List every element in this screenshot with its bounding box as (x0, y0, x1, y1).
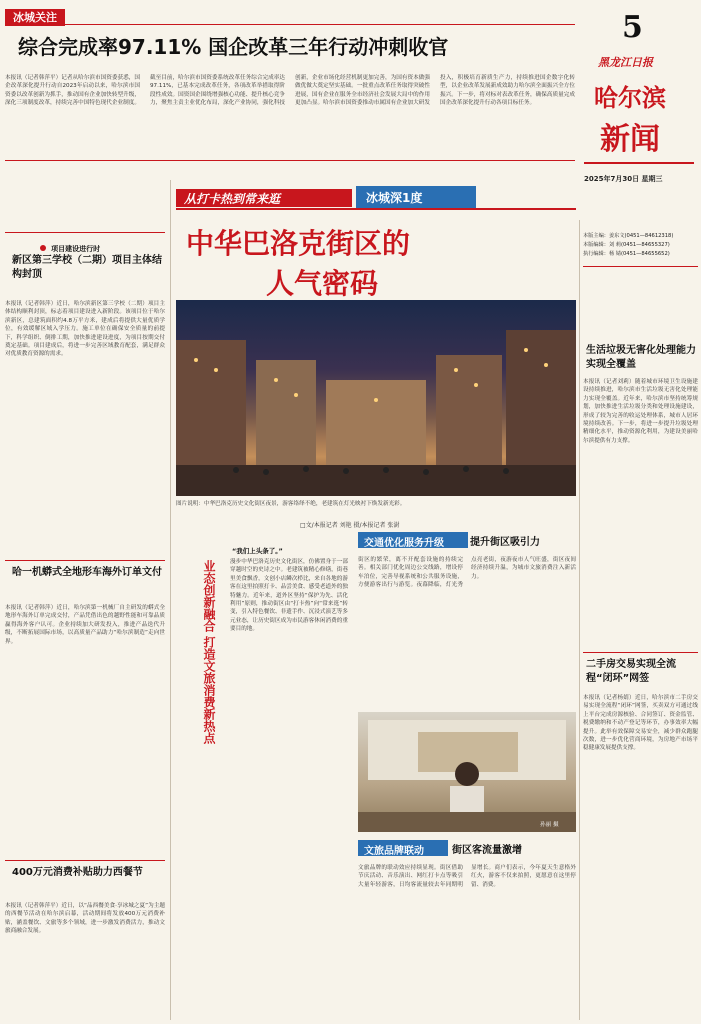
right-story-2-title: 二手房交易实现全流程“闭环”网签 (586, 659, 676, 684)
right-story-2-body: 本报讯（记者杨婧）近日，哈尔滨市二手房交易实现全流程“闭环”网签，买卖双方可通过线上平台完成房源核验、合同签订、资金监管、税费缴纳和不动产登记等环节，办事效率大幅提升。此举有效保障交易安全，减少群众跑腿次数，进一步优化营商环境，为房地产市场平稳健康发展提供支撑。 (583, 695, 698, 752)
right-divider (583, 652, 698, 653)
right-story-1-body: 本报讯（记者刘莉）随着城市环境卫生设施建设持续推进，哈尔滨市生活垃圾无害化处理能力实现全覆盖。近年来，哈尔滨市坚持统筹规划，加快推进生活垃圾分类和处理设施建设，形成了较为完善的收运处理体系，城市人居环境持续改善。下一步，将进一步提升垃圾处理精细化水平，推动资源化利用，为建设美丽哈尔滨提供有力支撑。 (583, 379, 698, 444)
lead-bottom-rule (5, 160, 575, 161)
small-tag-label: 项目建设进行时 (51, 245, 101, 253)
editor-line-3: 执行编辑：杨 婧(0451—84655652) (583, 251, 670, 257)
separator-right (579, 220, 580, 1020)
feature-title-2: 人气密码 (266, 267, 379, 300)
feature-byline: □文/本报记者 刘艳 摄/本报记者 张澍 (300, 522, 400, 529)
feature-body-1: 漫步中华巴洛克历史文化街区，仿佛置身于一部穿越时空的史诗之中。老建筑被精心修缮，街巷里美食飘香，文创小店鳞次栉比，来自各地的游客在这里拍照打卡、品尝美食、感受老道外的独特魅力。近年来，道外区坚持“保护为先、活化利用”原则，推动街区由“打卡热”向“常来逛”转变，引入特色餐饮、非遗手作、沉浸式演艺等多元业态，让历史街区成为市民游客休闲消费的重要目的地。 (230, 559, 348, 633)
masthead (580, 4, 698, 209)
subhead-2 (358, 840, 448, 856)
section-title: 哈尔滨 (594, 84, 666, 112)
left-col-rule (5, 232, 165, 233)
left-story-3-title: 400万元消费补贴助力西餐节 (12, 867, 143, 878)
editor-line-1: 本版主编：姜东文(0451—84612318) (583, 233, 674, 239)
page-number: 5 (622, 10, 643, 45)
visitor-photo-illustration (358, 712, 576, 832)
feature-quote: “我们上头条了。” (232, 547, 283, 555)
lead-headline: 综合完成率97.11% 国企改革三年行动冲刺收官 (18, 35, 449, 59)
feature-photo-2-credit: 孙丽 摄 (540, 822, 559, 828)
subhead-1b: 提升街区吸引力 (470, 537, 540, 548)
left-divider-1 (5, 560, 165, 561)
masthead-rule (584, 162, 694, 164)
feature-photo (176, 300, 576, 496)
feature-photo-caption: 图片说明：中华巴洛克历史文化街区夜景，游客络绎不绝，老建筑在灯光映衬下焕发新光彩。 (176, 501, 406, 507)
subhead-1 (358, 532, 468, 548)
paper-name: 黑龙江日报 (598, 56, 653, 69)
top-rule (5, 24, 575, 25)
subhead-2-text: 文旅品牌联动 (364, 846, 424, 857)
editor-credits (583, 232, 698, 259)
feature-title-1: 中华巴洛克街区的 (186, 227, 411, 260)
right-col-rule (583, 266, 698, 267)
feature-kicker-text: 从打卡热到常来逛 (184, 192, 281, 206)
left-story-1-title: 新区第三学校（二期）项目主体结构封顶 (12, 255, 162, 280)
issue-date: 2025年7月30日 星期三 (584, 175, 663, 183)
editor-line-2: 本版编辑：刘 莉(0451—84655327) (583, 242, 670, 248)
pin-icon (40, 245, 46, 251)
column-tag (5, 6, 65, 25)
column-tag-label: 冰城关注 (5, 9, 65, 26)
subhead-1-text: 交通优化服务升级 (364, 538, 444, 549)
feature-photo-2 (358, 712, 576, 832)
series-label-text: 冰城深1度 (366, 191, 423, 205)
right-story-1-title: 生活垃圾无害化处理能力实现全覆盖 (586, 345, 696, 370)
feature-body-3: 文旅品牌的联动效应持续显现。街区借助节庆活动、音乐演出、网红打卡点等吸引大量年轻游客，日均客流量较去年同期明显增长。商户们表示，今年夏天生意格外红火，游客不仅来拍照，更愿意在这里停留、消费。 (358, 865, 576, 888)
side-vertical-title: 业态创新融合 打造文旅消费新热点 (202, 560, 216, 745)
feature-body-2: 街区的繁荣，离不开配套设施的持续完善。相关部门优化周边公交线路，增设停车泊位，完善导视系统和公共服务设施，方便游客出行与游览。夜幕降临，灯光秀点亮老街，夜游夜市人气旺盛，街区夜间经济持续升温，为城市文旅消费注入新活力。 (358, 557, 576, 589)
series-label (356, 186, 476, 208)
street-scene-illustration (176, 300, 576, 496)
feature-rule (176, 208, 576, 210)
subhead-2b: 街区客流量激增 (452, 845, 522, 856)
small-tag (40, 236, 100, 255)
separator-left (170, 180, 171, 1020)
left-story-3-body: 本报讯（记者韩萍平）近日，以“品西餐美食·享冰城之夏”为主题的西餐节活动在哈尔滨启幕，活动期间将发放400万元消费补贴，涵盖餐饮、文旅等多个领域，进一步激发消费活力，推动文旅商融合发展。 (5, 903, 165, 935)
feature-kicker (176, 189, 352, 207)
left-divider-2 (5, 860, 165, 861)
left-story-1-body: 本报讯（记者韩萍）近日，哈尔滨新区第三学校（二期）项目主体结构顺利封顶，标志着项目建设进入新阶段。该项目位于哈尔滨新区，总建筑面积约4.8万平方米，建成后将提供大量优质学位，有效缓解区域入学压力。施工单位在确保安全质量的前提下，科学组织、倒排工期，加快推进建设进度，为项目按期交付奠定基础。项目建成后，将进一步完善区域教育配套，满足群众对优质教育资源的需求。 (5, 301, 165, 358)
lead-body: 本报讯（记者韩萍平）记者从哈尔滨市国资委获悉，国企改革深化提升行动自2023年启动以来，哈尔滨市国资委以改革创新为抓手，推动国有企业加快转型升级，深化三项制度改革，持续完善中国特色现代企业制度。截至目前，哈尔滨市国资委系统改革任务综合完成率达97.11%，已基本完成改革任务，各项改革举措取得阶段性成效。国资国企围绕增强核心功能、提升核心竞争力，聚焦主责主业优化布局，深化产业协同，强化科技创新，企业市场化经营机制更加完善，为国有资本做强做优做大奠定坚实基础。一批重点改革任务取得突破性进展，国有企业在服务全市经济社会发展大局中的作用更加凸显。哈尔滨市国资委推动市属国有企业加大研发投入，积极培育新质生产力，持续推进国企数字化转型，以企业改革发展新成效助力哈尔滨全面振兴全方位振兴。下一步，将对标对表改革任务，确保高质量完成国企改革深化提升行动各项目标任务。 (5, 75, 575, 107)
section-title-2: 新闻 (600, 122, 660, 157)
left-story-2-body: 本报讯（记者韩萍）近日，哈尔滨第一机械厂自主研发的蟒式全地形车海外订单完成交付，产品凭借出色的越野性能和可靠品质赢得海外客户认可。企业持续加大研发投入，推进产品迭代升级，不断拓展国际市场，以高质量产品助力“哈尔滨制造”走向世界。 (5, 605, 165, 645)
left-story-2-title: 哈一机蟒式全地形车海外订单文付 (12, 567, 162, 578)
